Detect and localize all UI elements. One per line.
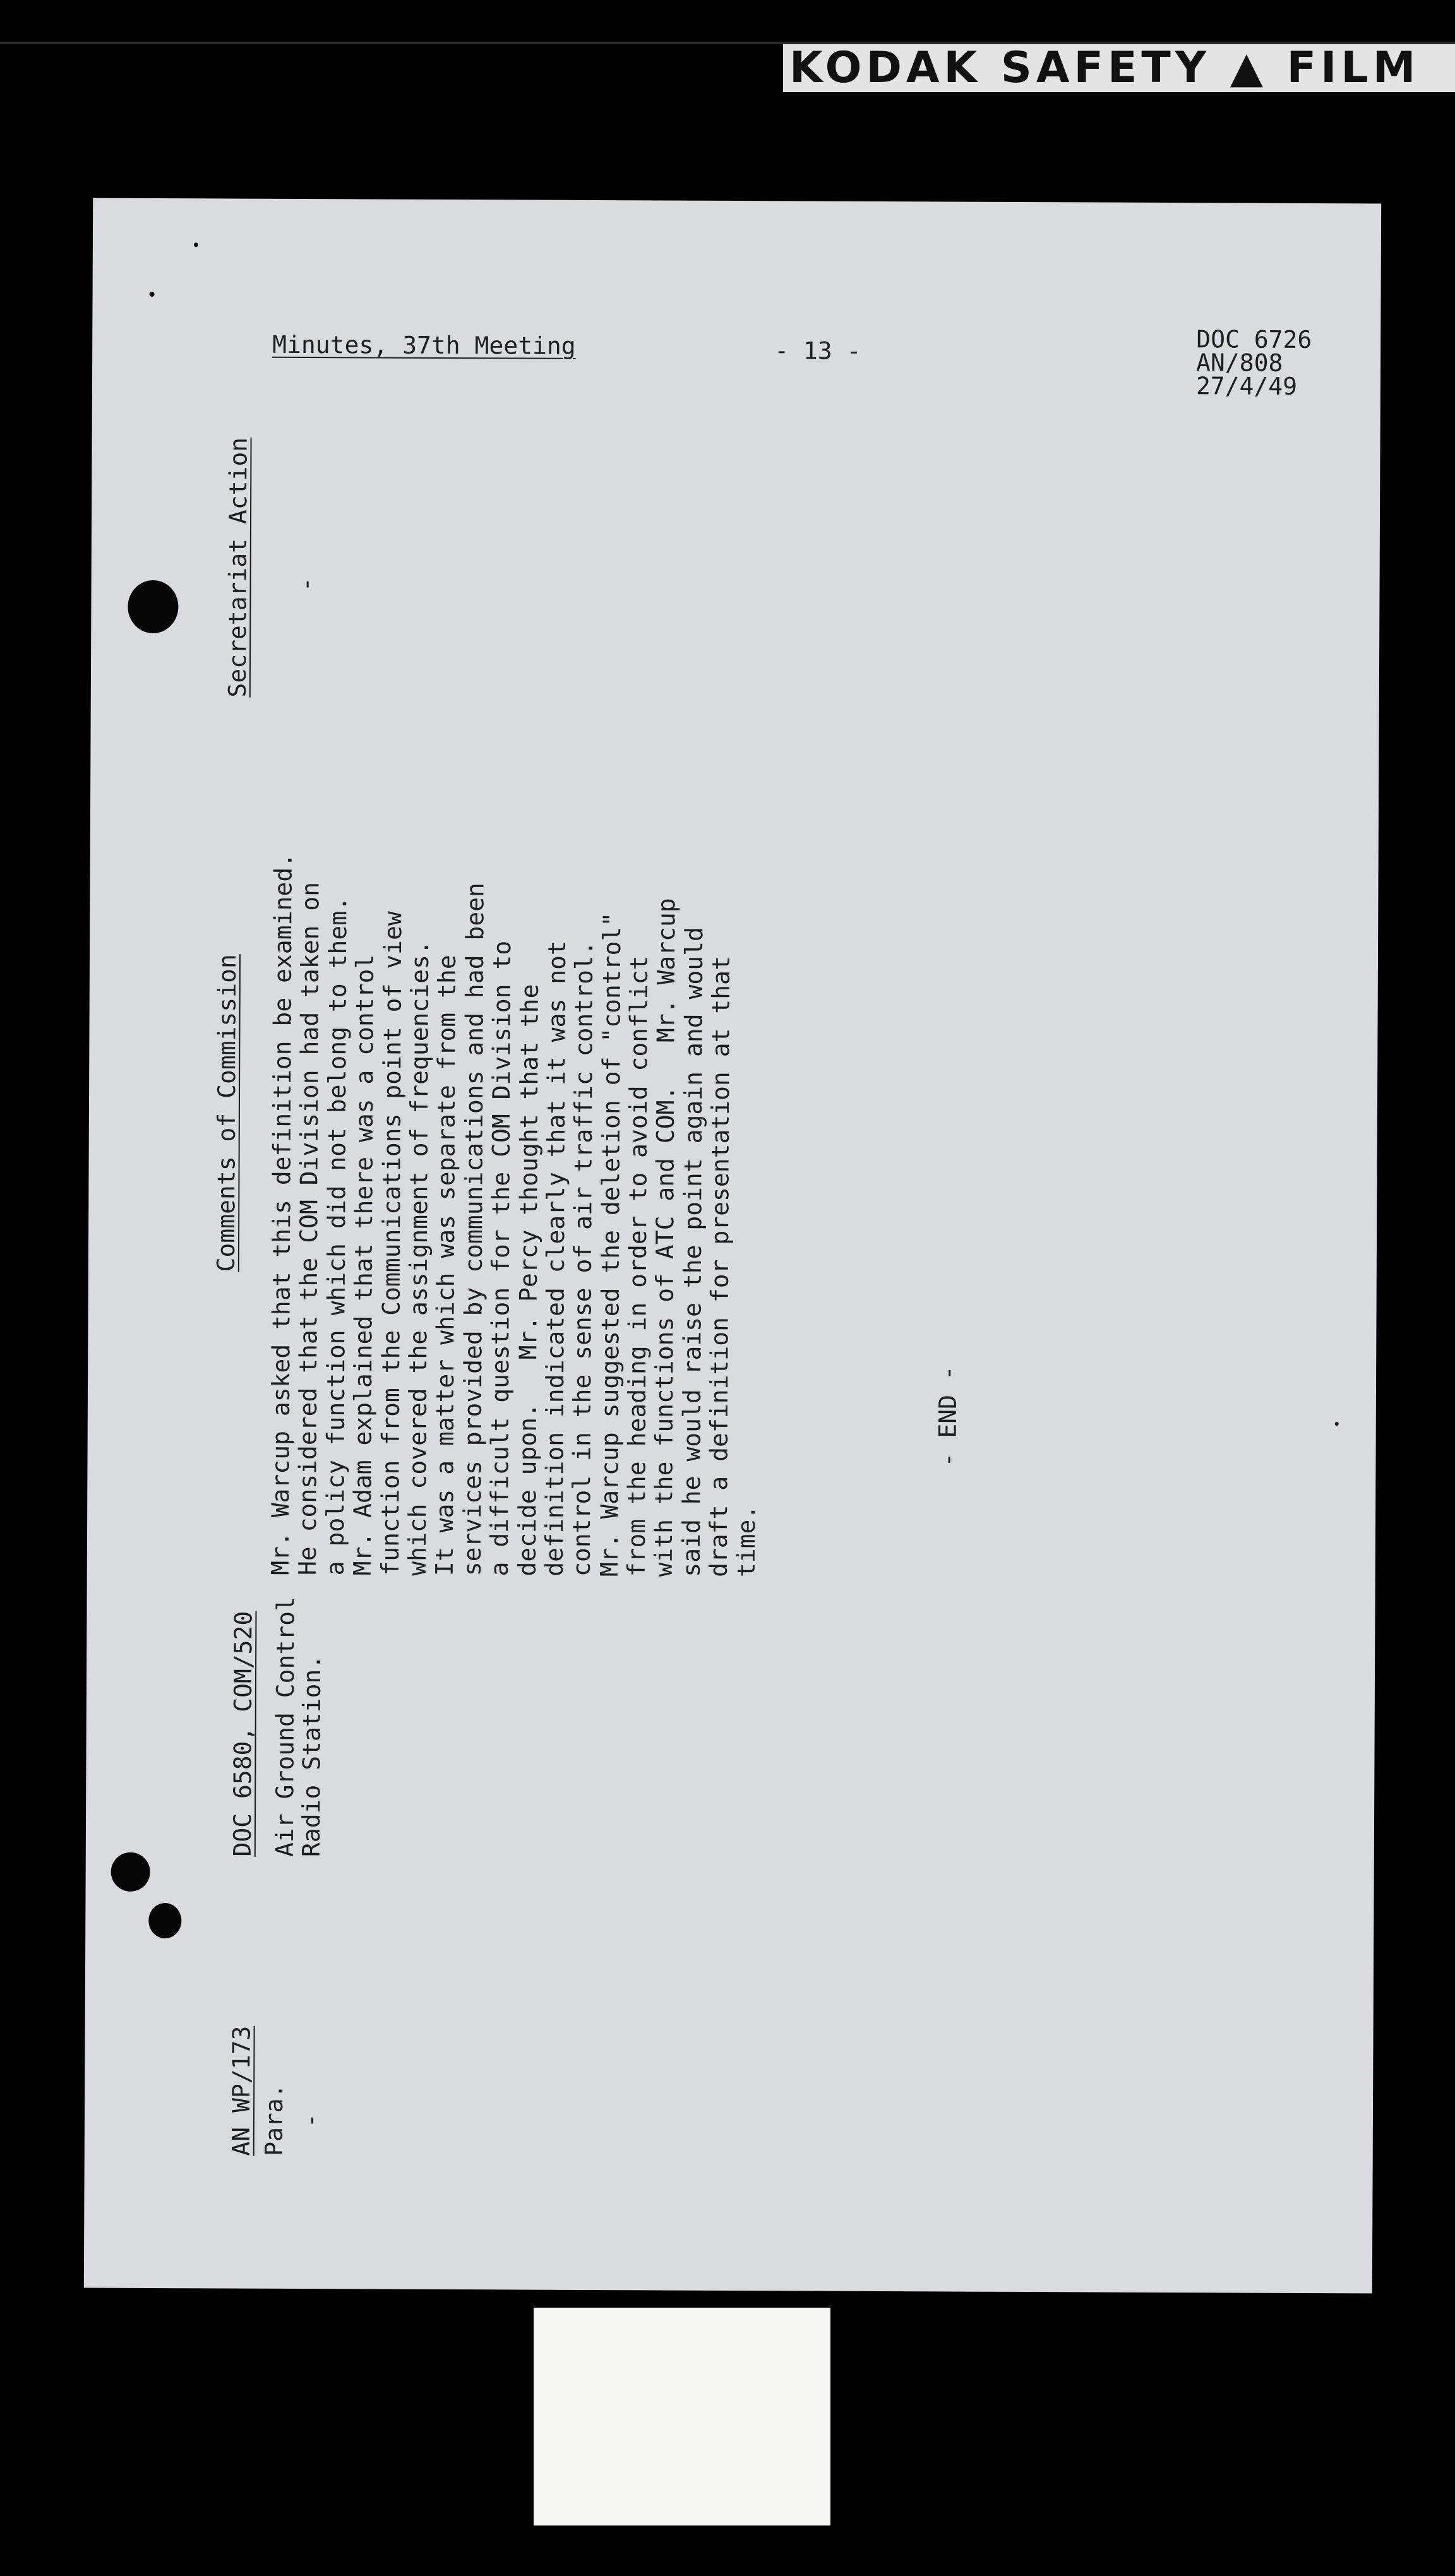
comment-line: draft a definition for presentation at that — [704, 956, 736, 1578]
subject-line: Radio Station. — [297, 1654, 326, 1857]
comment-line: function from the Communications point of view — [376, 911, 407, 1576]
secretariat-heading-block — [225, 438, 251, 698]
comment-line: with the functions of ATC and COM. Mr. Warcup — [650, 898, 681, 1577]
comment-line: which covered the assignment of frequencies. — [403, 940, 434, 1576]
punch-hole-bottom — [148, 1903, 181, 1938]
subject-line: Air Ground Control — [270, 1597, 300, 1857]
comment-line: a policy function which did not belong to them. — [321, 896, 352, 1576]
comments-heading: Comments of Commission — [212, 954, 242, 1272]
subject-heading-block — [230, 1611, 256, 1857]
doc-reference — [1195, 325, 1312, 400]
comment-line: from the heading in order to avoid conflict — [622, 955, 654, 1577]
comment-line: services provided by communications and had been — [458, 882, 489, 1577]
punch-hole-top — [128, 580, 178, 633]
doc-ref-line: DOC 6726 — [1196, 325, 1312, 354]
reference-dash: - — [296, 2113, 325, 2128]
subject-body — [272, 1597, 326, 1857]
document-page — [84, 198, 1381, 2294]
comment-line: Mr. Adam explained that there was a control — [348, 954, 380, 1576]
film-edge-label: KODAK SAFETY ▲ FILM — [783, 44, 1455, 92]
secretariat-dash: - — [292, 577, 320, 592]
reference-heading-block — [229, 2026, 254, 2156]
comment-line: Mr. Warcup suggested the deletion of "control" — [595, 912, 626, 1577]
comment-line: He considered that the COM Division had taken on — [294, 881, 325, 1576]
comments-body — [267, 853, 763, 1577]
reference-sub: Para. — [260, 2084, 289, 2156]
ink-speck — [194, 242, 198, 247]
doc-ref-line: AN/808 — [1196, 349, 1283, 377]
film-leader-card — [534, 2308, 830, 2525]
ink-speck — [150, 292, 155, 297]
comment-line: control in the sense of air traffic control. — [568, 941, 599, 1577]
subject-heading: DOC 6580, COM/520 — [228, 1611, 258, 1857]
page-title: Minutes, 37th Meeting — [272, 330, 576, 360]
comment-line: decide upon. Mr. Percy thought that the — [513, 984, 544, 1577]
comments-heading-block — [213, 954, 240, 1272]
ink-speck — [1335, 1422, 1339, 1426]
comment-line: said he would raise the point again and would — [677, 927, 709, 1577]
comment-line: a difficult question for the COM Division to — [485, 940, 517, 1577]
comment-line: It was a matter which was separate from the — [431, 955, 462, 1577]
doc-ref-line: 27/4/49 — [1195, 372, 1298, 400]
reference-heading: AN WP/173 — [227, 2025, 256, 2156]
page-number: - 13 - — [774, 337, 861, 365]
secretariat-heading: Secretariat Action — [223, 437, 253, 698]
punch-hole-middle — [111, 1852, 150, 1892]
comment-line: definition indicated clearly that it was not — [540, 941, 572, 1577]
end-mark: - END - — [933, 1366, 962, 1467]
comment-line: time. — [732, 1505, 760, 1578]
comment-line: Mr. Warcup asked that this definition be examined. — [266, 852, 297, 1575]
